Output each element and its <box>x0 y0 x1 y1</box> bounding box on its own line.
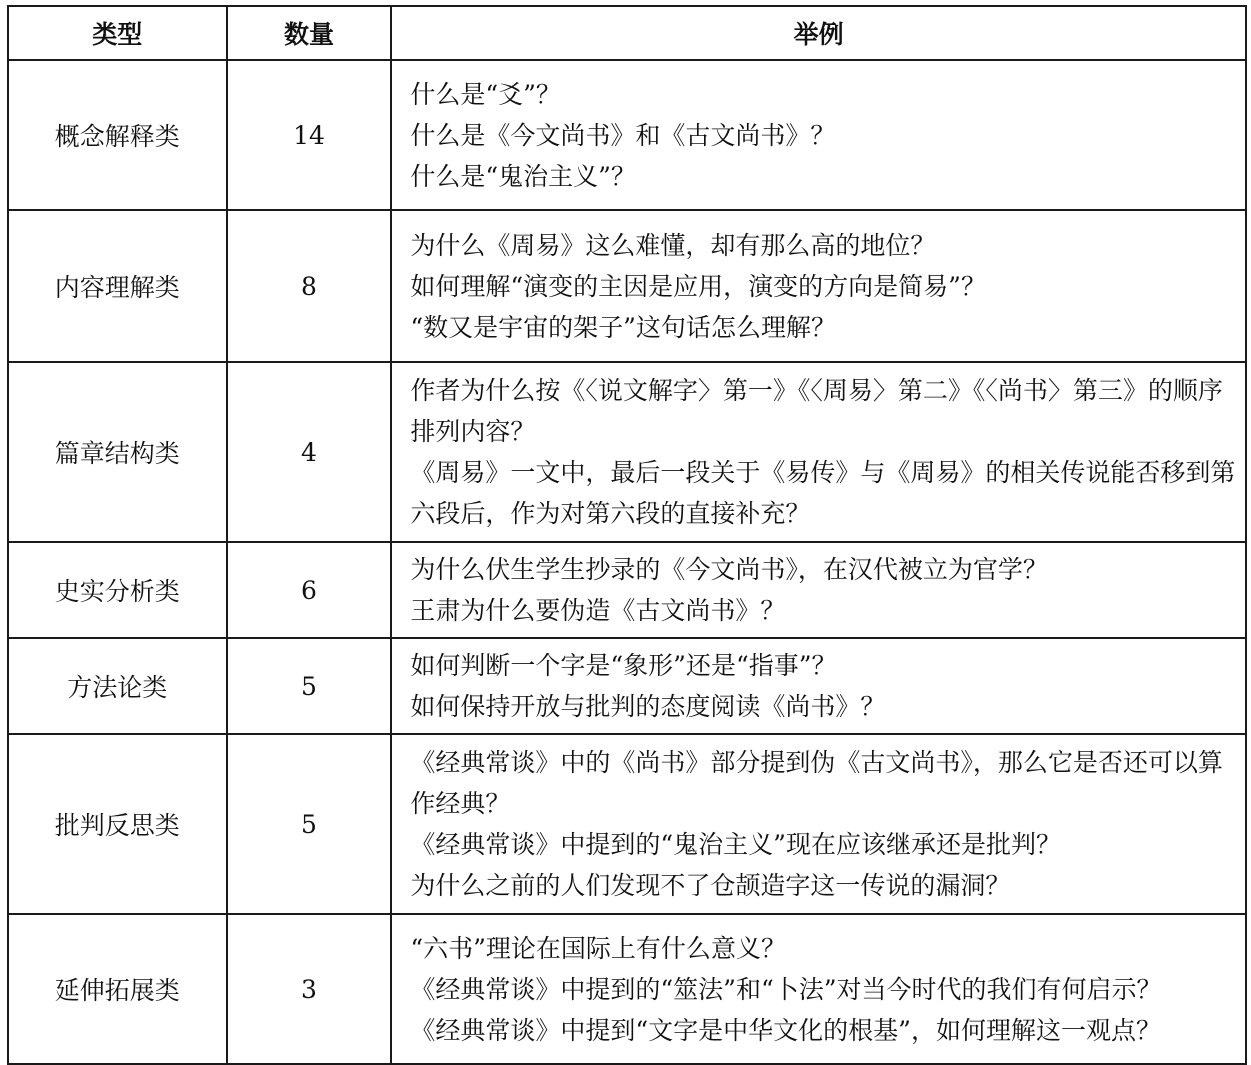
row-count: 14 <box>227 60 392 210</box>
row-examples <box>391 734 1246 914</box>
row-count: 5 <box>227 638 392 734</box>
example-question: 如何保持开放与批判的态度阅读《尚书》？ <box>410 692 886 721</box>
row-count: 5 <box>227 734 392 914</box>
example-question: 如何判断一个字是“象形”还是“指事”？ <box>410 651 837 680</box>
example-question: 什么是“鬼治主义”？ <box>410 161 636 191</box>
header-count: 数量 <box>227 6 392 60</box>
example-question: 《经典常谈》中提到的“鬼治主义”现在应该继承还是批判？ <box>410 830 1061 859</box>
table-row <box>8 638 1246 734</box>
example-question: 作者为什么按《〈说文解字〉第一》《〈周易〉第二》《〈尚书〉第三》的顺序排列内容？ <box>410 376 1223 446</box>
example-question: 如何理解“演变的主因是应用，演变的方向是简易”？ <box>410 271 986 301</box>
example-question: 为什么之前的人们发现不了仓颉造字这一传说的漏洞？ <box>410 871 1011 900</box>
example-question: 为什么伏生学生抄录的《今文尚书》，在汉代被立为官学？ <box>410 555 1048 584</box>
header-row <box>8 6 1246 60</box>
example-question: 《周易》一文中，最后一段关于《易传》与《周易》的相关传说能否移到第六段后，作为对第六段的直接补充？ <box>410 458 1236 528</box>
row-type: 史实分析类 <box>8 542 227 638</box>
row-type: 批判反思类 <box>8 734 227 914</box>
row-examples <box>391 542 1246 638</box>
example-question: 什么是《今文尚书》和《古文尚书》？ <box>410 120 836 150</box>
table-row <box>8 60 1246 210</box>
row-type: 方法论类 <box>8 638 227 734</box>
table-row <box>8 542 1246 638</box>
example-question: 为什么《周易》这么难懂，却有那么高的地位？ <box>410 230 936 260</box>
row-type: 篇章结构类 <box>8 362 227 542</box>
row-examples <box>391 638 1246 734</box>
example-question: 什么是“爻”？ <box>410 79 561 109</box>
row-examples <box>391 210 1246 362</box>
example-question: 王肃为什么要伪造《古文尚书》？ <box>410 596 786 625</box>
table-row <box>8 210 1246 362</box>
example-question: 《经典常谈》中提到的“筮法”和“卜法”对当今时代的我们有何启示？ <box>410 974 1162 1004</box>
question-type-table <box>7 5 1247 1065</box>
row-type: 概念解释类 <box>8 60 227 210</box>
example-question: 《经典常谈》中的《尚书》部分提到伪《古文尚书》，那么它是否还可以算作经典？ <box>410 748 1223 818</box>
table-row <box>8 914 1246 1064</box>
row-count: 4 <box>227 362 392 542</box>
row-type: 延伸拓展类 <box>8 914 227 1064</box>
header-examples: 举例 <box>391 6 1246 60</box>
row-type: 内容理解类 <box>8 210 227 362</box>
table-row <box>8 734 1246 914</box>
row-examples <box>391 362 1246 542</box>
header-type: 类型 <box>8 6 227 60</box>
row-count: 8 <box>227 210 392 362</box>
example-question: “数又是宇宙的架子”这句话怎么理解？ <box>410 312 836 342</box>
example-question: 《经典常谈》中提到“文字是中华文化的根基”，如何理解这一观点？ <box>410 1015 1161 1045</box>
example-question: “六书”理论在国际上有什么意义？ <box>410 933 786 963</box>
row-count: 3 <box>227 914 392 1064</box>
row-examples <box>391 60 1246 210</box>
row-count: 6 <box>227 542 392 638</box>
table-row <box>8 362 1246 542</box>
row-examples <box>391 914 1246 1064</box>
